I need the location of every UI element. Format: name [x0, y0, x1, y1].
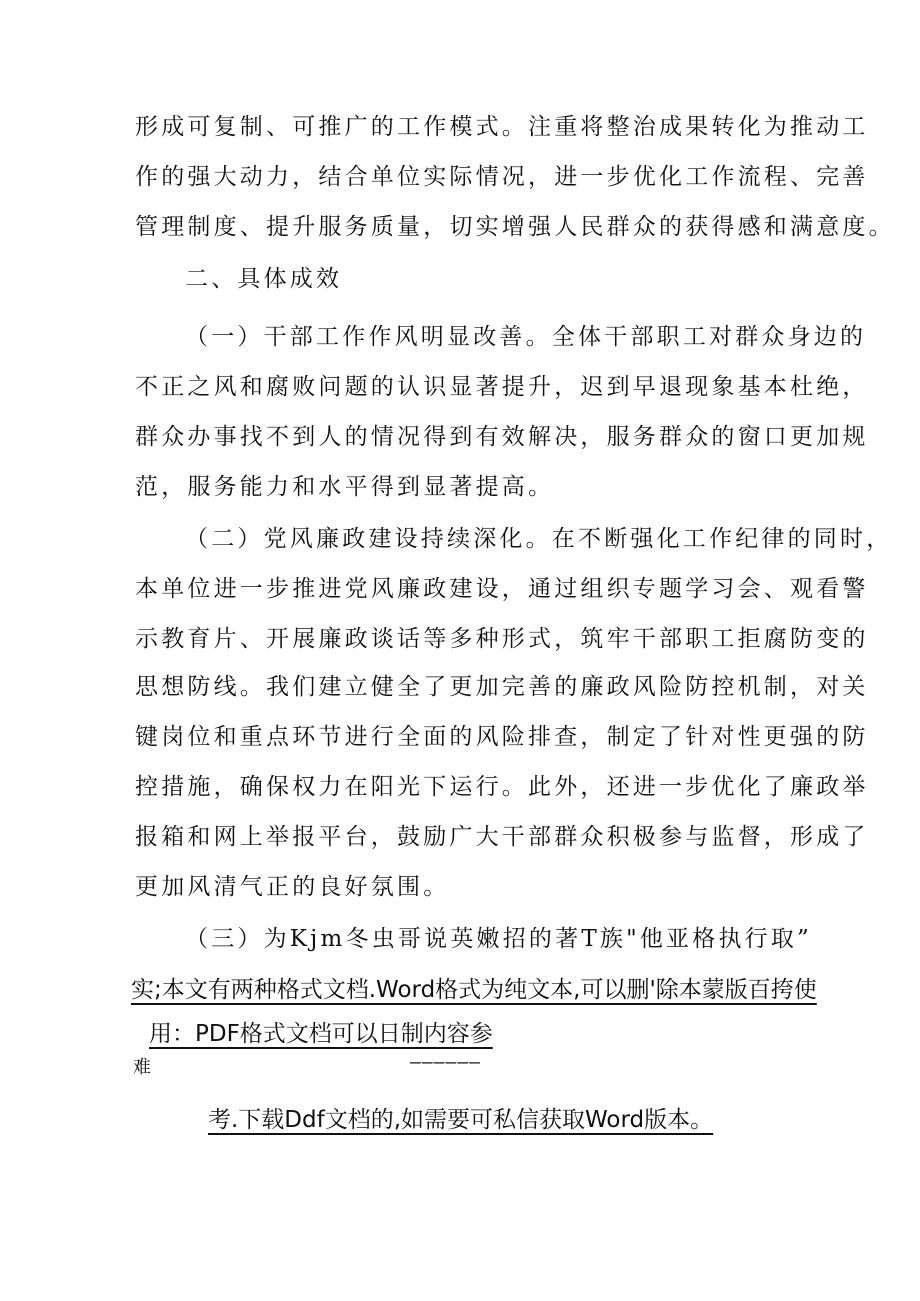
paragraph-line: 作的强大动力，结合单位实际情况，进一步优化工作流程、完善 — [135, 164, 869, 190]
garbled-line: （三）为Kjm冬虫哥说英嫩招的著T族"他亚格执行取” — [185, 926, 813, 952]
paragraph-line: 不正之风和腐败问题的认识显著提升，迟到早退现象基本杜绝， — [135, 374, 869, 400]
paragraph-line: 本单位进一步推进党风廉政建设，通过组织专题学习会、观看警 — [135, 576, 869, 602]
notice-line-2: 用：PDF格式文档可以日制内容参 — [149, 1021, 493, 1047]
notice-line-3: 考.下载Ddf文档的,如需要可私信获取Word版本。 — [208, 1107, 714, 1133]
paragraph-line: 更加风清气正的良好氛围。 — [135, 874, 450, 900]
paragraph-line: 范，服务能力和水平得到显著提高。 — [135, 474, 555, 500]
paragraph-line: 思想防线。我们建立健全了更加完善的廉政风险防控机制，对关 — [135, 674, 869, 700]
notice-small-char: 难 — [133, 1057, 151, 1078]
paragraph-line: 报箱和网上举报平台，鼓励广大干部群众积极参与监督，形成了 — [135, 824, 869, 850]
paragraph-line: （一）干部工作作风明显改善。全体干部职工对群众身边的 — [185, 324, 867, 350]
paragraph-line: 键岗位和重点环节进行全面的风险排查，制定了针对性更强的防 — [135, 724, 869, 750]
paragraph-line: 形成可复制、可推广的工作模式。注重将整治成果转化为推动工 — [135, 114, 869, 140]
notice-dashes: —————— — [410, 1052, 482, 1073]
notice-line-1: 实;本文有两种格式文档.Word格式为纯文本,可以删'除本蒙版百挎使 — [131, 977, 817, 1003]
paragraph-line: 管理制度、提升服务质量，切实增强人民群众的获得感和满意度。 — [135, 214, 895, 240]
paragraph-line: 控措施，确保权力在阳光下运行。此外，还进一步优化了廉政举 — [135, 774, 869, 800]
section-heading: 二、具体成效 — [185, 266, 343, 292]
paragraph-line: 群众办事找不到人的情况得到有效解决，服务群众的窗口更加规 — [135, 424, 869, 450]
paragraph-line: 示教育片、开展廉政谈话等多种形式，筑牢干部职工拒腐防变的 — [135, 626, 869, 652]
paragraph-line: （二）党风廉政建设持续深化。在不断强化工作纪律的同时， — [185, 526, 893, 552]
